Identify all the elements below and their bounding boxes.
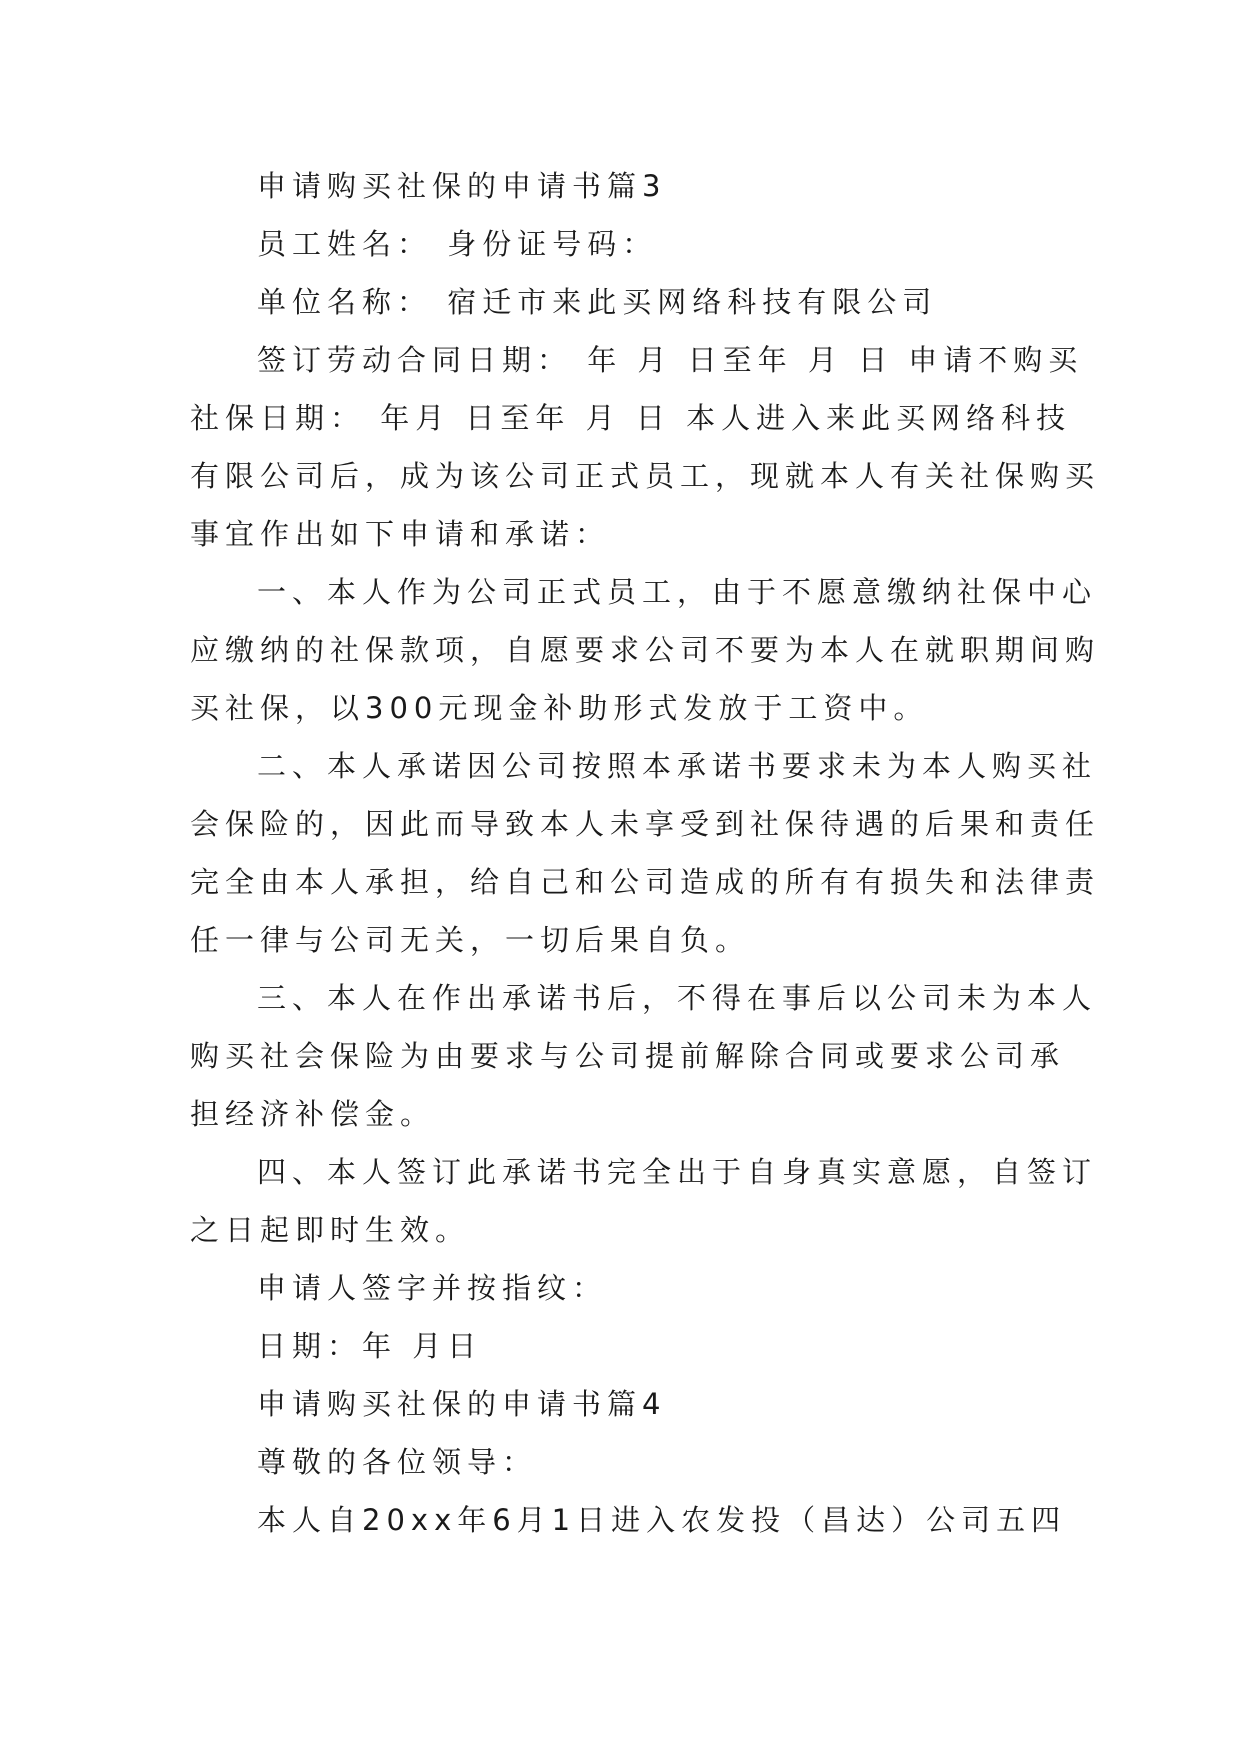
paragraph-line: 四、本人签订此承诺书完全出于自身真实意愿，自签订 [257, 1155, 1098, 1189]
paragraph-line: 完全由本人承担，给自己和公司造成的所有有损失和法律责 [190, 865, 1101, 899]
text-line [0, 1384, 1241, 1424]
text-line [0, 282, 1241, 322]
text-line [0, 456, 1241, 496]
text-line [0, 630, 1241, 670]
text-line [0, 224, 1241, 264]
paragraph-line: 三、本人在作出承诺书后，不得在事后以公司未为本人 [257, 981, 1098, 1015]
text-line [0, 1442, 1241, 1482]
paragraph-line: 社保日期： 年月 日至年 月 日 本人进入来此买网络科技 [190, 401, 1072, 435]
paragraph-line: 购买社会保险为由要求与公司提前解除合同或要求公司承 [190, 1039, 1066, 1073]
paragraph-line: 任一律与公司无关，一切后果自负。 [190, 923, 751, 957]
section-heading: 申请购买社保的申请书篇4 [257, 1387, 667, 1421]
paragraph-line: 之日起即时生效。 [190, 1213, 471, 1247]
text-line [0, 978, 1241, 1018]
text-line [0, 862, 1241, 902]
text-line [0, 1268, 1241, 1308]
section-heading: 申请购买社保的申请书篇3 [257, 169, 667, 203]
paragraph-line: 一、本人作为公司正式员工，由于不愿意缴纳社保中心 [257, 575, 1098, 609]
text-line [0, 804, 1241, 844]
salutation-line: 尊敬的各位领导： [257, 1445, 538, 1479]
text-line [0, 398, 1241, 438]
text-line [0, 514, 1241, 554]
paragraph-line: 买社保，以300元现金补助形式发放于工资中。 [190, 691, 929, 725]
text-line [0, 1210, 1241, 1250]
text-line [0, 1326, 1241, 1366]
signature-line: 申请人签字并按指纹： [257, 1271, 608, 1305]
paragraph-line: 应缴纳的社保款项，自愿要求公司不要为本人在就职期间购 [190, 633, 1101, 667]
paragraph-line: 有限公司后，成为该公司正式员工，现就本人有关社保购买 [190, 459, 1101, 493]
paragraph-line: 会保险的，因此而导致本人未享受到社保待遇的后果和责任 [190, 807, 1101, 841]
paragraph-line: 签订劳动合同日期： 年 月 日至年 月 日 申请不购买 [257, 343, 1084, 377]
form-field-line: 单位名称： 宿迁市来此买网络科技有限公司 [257, 285, 938, 319]
form-field-line: 员工姓名： 身份证号码： [257, 227, 658, 261]
paragraph-line: 二、本人承诺因公司按照本承诺书要求未为本人购买社 [257, 749, 1098, 783]
paragraph-line: 事宜作出如下申请和承诺： [190, 517, 611, 551]
text-line [0, 572, 1241, 612]
paragraph-line: 本人自20xx年6月1日进入农发投（昌达）公司五四 [257, 1503, 1067, 1537]
text-line [0, 1500, 1241, 1540]
text-line [0, 166, 1241, 206]
text-line [0, 920, 1241, 960]
date-line: 日期：年 月日 [257, 1329, 483, 1363]
text-line [0, 1152, 1241, 1192]
text-line [0, 746, 1241, 786]
text-line [0, 1036, 1241, 1076]
text-line [0, 1094, 1241, 1134]
paragraph-line: 担经济补偿金。 [190, 1097, 436, 1131]
text-line [0, 340, 1241, 380]
text-line [0, 688, 1241, 728]
